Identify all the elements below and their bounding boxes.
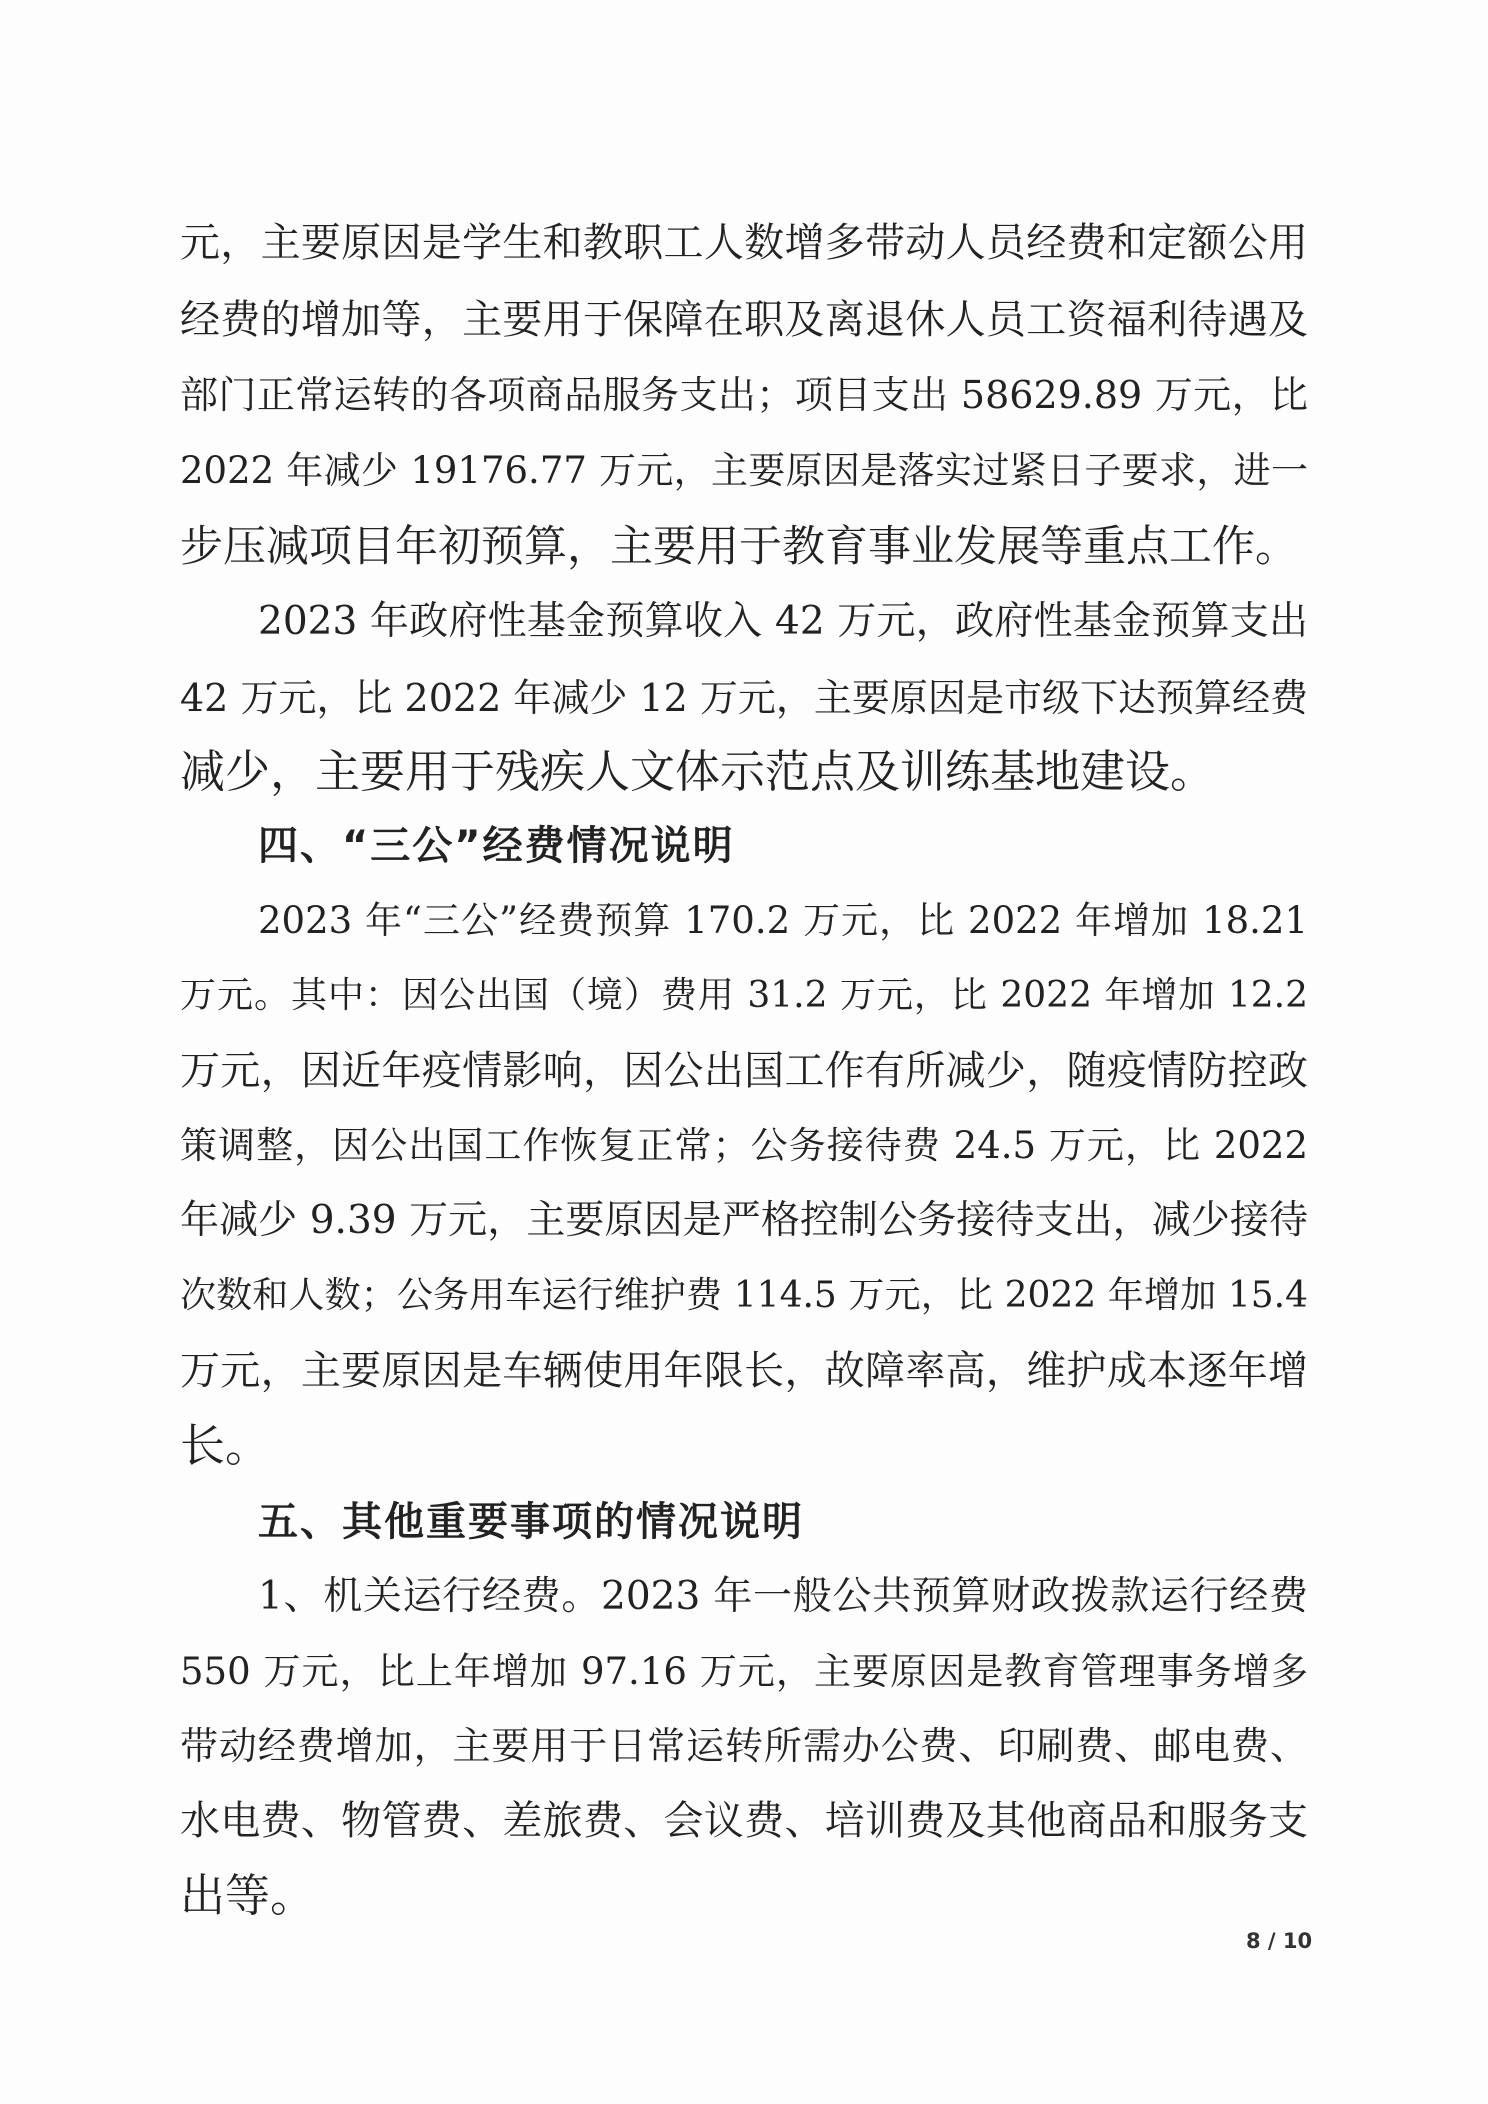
text-line: 万元。其中：因公出国（境）费用 31.2 万元，比 2022 年增加 12.2 xyxy=(180,975,1308,1016)
section-heading: 四、“三公”经费情况说明 xyxy=(258,823,735,869)
text-line: 带动经费增加，主要用于日常运转所需办公费、印刷费、邮电费、 xyxy=(180,1724,1308,1768)
text-line: 550 万元，比上年增加 97.16 万元，主要原因是教育管理事务增多 xyxy=(180,1650,1308,1693)
text-line: 水电费、物管费、差旅费、会议费、培训费及其他商品和服务支 xyxy=(180,1798,1308,1844)
text-line: 2023 年“三公”经费预算 170.2 万元，比 2022 年增加 18.21 xyxy=(258,899,1308,942)
text-line: 出等。 xyxy=(180,1869,316,1922)
text-line: 42 万元，比 2022 年减少 12 万元，主要原因是市级下达预算经费 xyxy=(180,676,1308,720)
text-line: 长。 xyxy=(180,1419,271,1472)
text-line: 万元，因近年疫情影响，因公出国工作有所减少，随疫情防控政 xyxy=(180,1048,1308,1094)
text-line: 经费的增加等，主要用于保障在职及离退休人员工资福利待遇及 xyxy=(180,297,1308,343)
text-line: 年减少 9.39 万元，主要原因是严格控制公务接待支出，减少接待 xyxy=(180,1198,1308,1243)
section-heading: 五、其他重要事项的情况说明 xyxy=(258,1499,804,1545)
text-line: 策调整，因公出国工作恢复正常；公务接待费 24.5 万元，比 2022 xyxy=(180,1124,1308,1167)
text-line: 2023 年政府性基金预算收入 42 万元，政府性基金预算支出 xyxy=(258,599,1308,644)
text-line: 减少，主要用于残疾人文体示范点及训练基地建设。 xyxy=(180,745,1216,798)
text-line: 万元，主要原因是车辆使用年限长，故障率高，维护成本逐年增 xyxy=(180,1348,1308,1394)
text-line: 次数和人数；公务用车运行维护费 114.5 万元，比 2022 年增加 15.4 xyxy=(180,1275,1308,1316)
text-line: 元，主要原因是学生和教职工人数增多带动人员经费和定额公用 xyxy=(180,220,1308,266)
text-line: 部门正常运转的各项商品服务支出；项目支出 58629.89 万元，比 xyxy=(180,373,1308,417)
text-line: 步压减项目年初预算，主要用于教育事业发展等重点工作。 xyxy=(180,522,1298,572)
text-line: 2022 年减少 19176.77 万元，主要原因是落实过紧日子要求，进一 xyxy=(180,449,1308,492)
text-line: 1、机关运行经费。2023 年一般公共预算财政拨款运行经费 xyxy=(258,1574,1308,1619)
page-number: 8 / 10 xyxy=(1246,1929,1313,1953)
